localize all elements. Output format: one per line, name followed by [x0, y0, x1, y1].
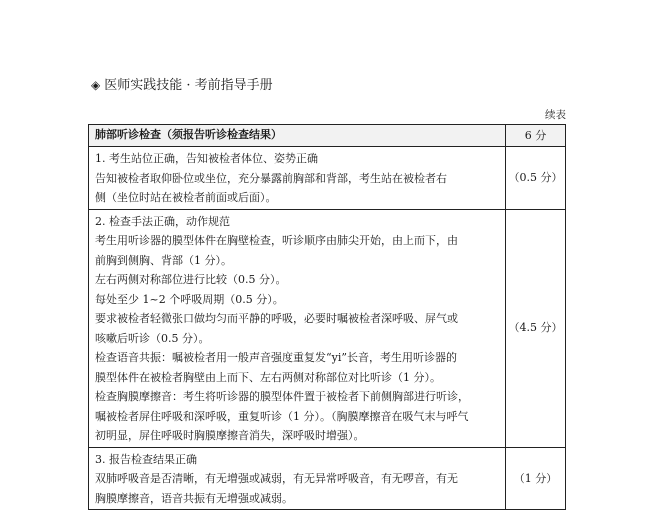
row-line: 考生用听诊器的膜型体件在胸壁检查，听诊顺序由肺尖开始，由上而下，由: [95, 234, 458, 247]
row-score: （0.5 分）: [506, 147, 566, 210]
row-line: 每处至少 1~2 个呼吸周期（0.5 分）。: [95, 292, 284, 306]
table-row: [89, 447, 566, 510]
row-line: 初明显，屏住呼吸时胸膜摩擦音消失，深呼吸时增强）。: [95, 429, 365, 442]
exam-table: [88, 124, 566, 510]
row-line: 侧（坐位时站在被检者前面或后面）。: [95, 191, 277, 204]
row-line: 双肺呼吸音是否清晰，有无增强或减弱，有无异常呼吸音，有无啰音，有无: [95, 472, 458, 485]
table-header-row: [89, 125, 566, 147]
header-score: 6 分: [506, 125, 566, 147]
book-title: 医师实践技能 · 考前指导手册: [104, 78, 273, 93]
book-header: [91, 74, 273, 93]
row-content: [89, 209, 506, 447]
table-row: [89, 209, 566, 447]
row-line: 左右两侧对称部位进行比较（0.5 分）。: [95, 273, 287, 286]
header-label: 肺部听诊检查（须报告听诊检查结果）: [89, 125, 506, 147]
row-score: （1 分）: [506, 447, 566, 510]
row-content: [89, 147, 506, 210]
row-score: （4.5 分）: [506, 209, 566, 447]
row-line: 检查胸膜摩擦音：考生将听诊器的膜型体件置于被检者下前侧胸部进行听诊，: [95, 390, 469, 403]
row-line: 2. 检查手法正确，动作规范: [95, 214, 230, 228]
continued-label: 续表: [545, 109, 566, 121]
row-line: 前胸到侧胸、背部（1 分）。: [95, 253, 232, 267]
row-line: 嘱被检者屏住呼吸和深呼吸，重复听诊（1 分）。（胸膜摩擦音在吸气末与呼气: [95, 409, 469, 423]
table-row: [89, 147, 566, 210]
row-content: [89, 447, 506, 510]
row-line: 检查语音共振：嘱被检者用一般声音强度重复发“yi”长音，考生用听诊器的: [95, 351, 457, 364]
row-line: 1. 考生站位正确，告知被检者体位、姿势正确: [95, 152, 318, 165]
row-line: 膜型体件在被检者胸壁由上而下、左右两侧对称部位对比听诊（1 分）。: [95, 370, 441, 384]
row-line: 3. 报告检查结果正确: [95, 452, 197, 466]
diamond-icon: ◈: [91, 78, 101, 92]
row-line: 要求被检者轻微张口做均匀而平静的呼吸，必要时嘱被检者深呼吸、屏气或: [95, 312, 458, 325]
row-line: 胸膜摩擦音，语音共振有无增强或减弱。: [95, 491, 293, 505]
row-line: 告知被检者取仰卧位或坐位，充分暴露前胸部和背部，考生站在被检者右: [95, 171, 447, 185]
row-line: 咳嗽后听诊（0.5 分）。: [95, 331, 210, 345]
